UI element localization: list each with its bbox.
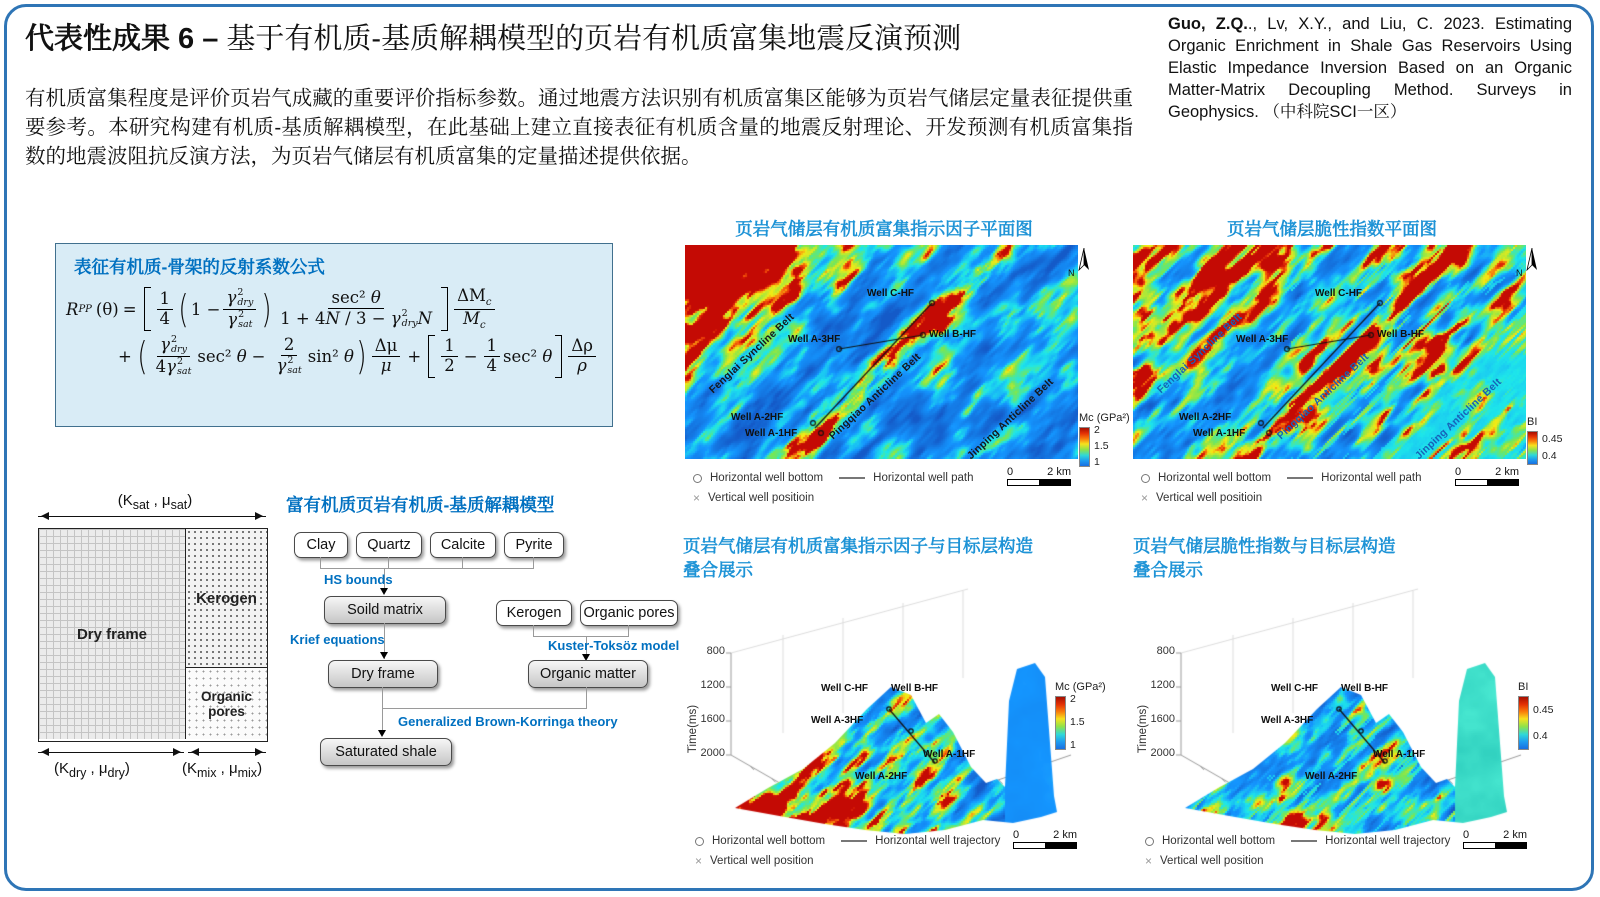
formula-panel [55,243,613,427]
t: , μ [216,760,238,777]
scale-zero: 0 [1455,466,1462,478]
node-solid-matrix: Soild matrix [324,596,446,624]
well-trajectory-marker-icon [841,840,867,842]
time-tick: 1600 [700,713,725,725]
t: , μ [86,760,108,777]
time-tick: 800 [706,645,725,657]
well-label: Well A-3HF [788,334,841,345]
time-axis-label: Time(ms) [1137,704,1150,754]
page-title-text: 基于有机质-基质解耦模型的页岩有机质富集地震反演预测 [218,23,962,55]
well-label: Well A-2HF [855,771,908,782]
paren-left: ( [137,334,148,379]
connector [388,557,389,568]
well-label: Well A-3HF [1236,334,1289,345]
time-tick: 2000 [700,747,725,759]
connector [628,625,629,636]
rock-model-box [38,528,268,742]
sub-c: c [479,319,486,331]
formula-line-2 [118,335,612,378]
var-R: R [66,299,79,319]
sub-PP: PP [78,303,92,315]
t: (K [182,760,197,777]
node-organic-matter: Organic matter [528,660,648,688]
legend-text: Horizontal well bottom [1158,472,1272,484]
belt-label: Pingqiao Anticline Belt [826,350,924,442]
sub: dry [170,344,187,356]
scale-dist: 2 km [1053,829,1077,841]
two: 2 [281,336,298,356]
legend-text: Horizontal well bottom [1162,835,1276,847]
sub: sat [287,365,302,377]
node-organic-pores: Organic pores [580,600,678,626]
time-tick: 800 [1156,645,1175,657]
colorbar-tick: 0.4 [1533,730,1548,742]
belt-label: Jinping Anticline Belt [1412,375,1505,462]
well-label: Well C-HF [1271,683,1319,694]
well-label: Well C-HF [821,683,869,694]
well-label: Well A-1HF [1373,749,1426,760]
node-saturated-shale: Saturated shale [320,738,452,766]
node-dry-frame: Dry frame [328,660,438,688]
kmix-label [182,760,262,780]
sup: 2 [237,286,244,298]
north-arrow-icon [1068,248,1091,279]
dry-frame-cell [39,529,186,739]
two: 2 [444,355,455,375]
dry-frame-label: Dry frame [76,625,148,643]
minus: − [463,346,478,366]
bracket-left [428,335,435,378]
well-path-marker-icon [839,477,865,479]
colorbar-tick: 1 [1070,739,1076,751]
colorbar-tick: 2 [1094,424,1100,436]
minus: − [251,346,266,366]
colorbar-tick: 0.45 [1542,433,1563,445]
well-path-marker-icon [1287,477,1313,479]
gamma: γ [226,287,237,307]
surf-mc-title-line2: 叠合展示 [683,560,753,580]
sec2: sec² [331,287,366,307]
t: ) [187,492,193,509]
organic-pores-cell [186,668,267,739]
surf-mc-colorbar [1055,681,1106,750]
vertical-well-marker-icon: × [693,491,701,505]
north-arrow-icon [1516,248,1539,279]
surf-bi-title-line2: 叠合展示 [1133,560,1203,580]
node-quartz: Quartz [356,532,422,558]
connector-bus [533,636,629,637]
map-bi-legend-row1 [1141,472,1422,484]
legend-text: Horizontal well trajectory [1325,835,1451,847]
decoupling-flowchart [286,492,678,792]
one: 1 [441,337,458,357]
sup: 2 [238,308,245,320]
figure-map-mc [685,216,1130,512]
decoupling-diagram [30,492,280,802]
one: 1 [484,337,501,357]
sub: sat [177,366,192,378]
well-label: Well A-2HF [731,412,784,423]
num: 1 [157,290,174,310]
connector [320,557,321,568]
colorbar-tick: 0.4 [1542,450,1557,462]
colorbar-tick: 1.5 [1070,716,1085,728]
gamma: γ [390,308,401,328]
N: N [417,308,433,328]
vertical-well-marker-icon: × [1145,854,1153,868]
of-theta: (θ) [95,299,119,319]
den-a: 1 + 4 [280,308,326,328]
well-trajectory-marker-icon [1291,840,1317,842]
map-mc-legend-row2 [693,491,814,505]
map-bi-scalebar [1455,466,1519,486]
t: dry [69,766,87,780]
sub-c: c [485,297,492,308]
belt-label: Pingqiao Anticline Belt [1274,350,1372,442]
legend-text: Vertical well positioin [708,492,815,504]
surf-bi-title-line1: 页岩气储层脆性指数与目标层构造 [1133,536,1396,556]
sub: dry [237,297,254,309]
sup: 2 [170,334,177,345]
paren-left: ( [178,286,189,331]
time-tick: 1200 [1150,679,1175,691]
node-kerogen: Kerogen [496,600,572,626]
theta: θ [542,346,553,366]
colorbar-label: Mc (GPa²) [1079,412,1130,424]
map-mc-colorbar [1079,412,1130,467]
well-bottom-marker-icon [1141,474,1150,483]
Mc: M [463,308,480,328]
kdry-arrow [38,752,184,753]
citation-block [1168,14,1572,124]
flowchart-title: 富有机质页岩有机质-基质解耦模型 [286,495,555,515]
kdry-label [54,760,130,780]
page-title [25,16,961,57]
legend-text: Horizontal well bottom [712,835,826,847]
sec2: sec² [197,346,232,366]
theta: θ [236,346,247,366]
scale-zero: 0 [1013,829,1020,841]
paren-right: ) [356,334,367,379]
mu: μ [380,355,392,375]
surf-bi-legend-row1 [1145,835,1450,847]
abstract-paragraph: 有机质富集程度是评价页岩气成藏的重要评价指标参数。通过地震方法识别有机质富集区能够为页岩气储层定量表征提供重要参考。本研究构建有机质-基质解耦模型，在此基础上建立直接表征有机质含量的地震反射理论、开发预测有机质富集指数的地震波阻抗反演方法，为页岩气储层有机质富集的定量描述提供依据。 [25,87,1133,169]
bracket-right [555,335,562,378]
sup: 2 [287,354,294,366]
surf-mc-legend-row1 [695,835,1000,847]
plus: + [118,346,132,366]
kuster-label: Kuster-Toksöz model [548,638,680,653]
map-mc-legend-row1 [693,472,974,484]
surf-bi-legend-row2 [1145,854,1264,868]
surf-bi-colorbar [1518,681,1554,750]
rho: ρ [577,355,587,375]
gamma: γ [166,356,177,376]
drho: Δρ [568,337,596,357]
organic-pores-label: Organic pores [200,688,252,719]
map-bi-colorbar [1527,416,1563,465]
theta: θ [370,287,381,307]
equals: = [122,299,137,319]
t: mix [237,766,258,780]
ksat-label [30,492,280,512]
gamma: γ [227,309,238,329]
colorbar-label: BI [1518,681,1529,693]
north-letter: N [1068,268,1075,278]
vertical-well-marker-icon: × [695,854,703,868]
bracket-right [441,287,448,331]
citation-note: （中科院SCI一区） [1263,102,1407,121]
well-bottom-marker-icon [1145,837,1154,846]
well-label: Well B-HF [929,329,977,340]
legend-text: Vertical well position [710,855,814,867]
krief-label: Krief equations [290,632,385,647]
connector [533,625,534,636]
vertical-well-marker-icon: × [1141,491,1149,505]
well-label: Well B-HF [1377,329,1425,340]
citation-text: ., Lv, X.Y., and Liu, C. 2023. Estimating Organic Enrichment in Shale Gas Reservoirs Using Elastic Impedance Inversion Based on an Organic Matter-Matrix Decoupling Method. Surveys in Geophysics. [1168,15,1572,121]
one-minus: 1 − [190,299,221,319]
gamma: γ [160,334,170,354]
belt-label: Fenglai Syncline Belt [706,310,797,396]
legend-text: Horizontal well path [1321,472,1422,484]
belt-label: Fenglai Syncline Belt [1154,310,1245,396]
figure-surface-bi [1133,533,1563,878]
colorbar-tick: 1.5 [1094,440,1109,452]
well-label: Well C-HF [1315,288,1363,299]
time-tick: 1600 [1150,713,1175,725]
colorbar-tick: 1 [1094,456,1100,468]
well-bottom-marker-icon [695,837,704,846]
colorbar-gradient [1527,431,1538,465]
well-bottom-marker-icon [693,474,702,483]
colorbar-tick: 2 [1070,693,1076,705]
kerogen-label: Kerogen [196,589,257,607]
well-label: Well B-HF [891,683,939,694]
sub: dry [401,317,418,329]
t: mix [197,766,217,780]
legend-text: Vertical well positioin [1156,492,1263,504]
gamma: γ [276,355,287,375]
t: ) [257,760,263,777]
bracket-left [144,287,151,331]
formula-math [56,287,612,378]
map-bi-title: 页岩气储层脆性指数平面图 [1227,219,1437,239]
scale-zero: 0 [1007,466,1014,478]
N: N [325,308,340,328]
connector-bus [320,568,534,569]
t: sat [132,498,150,512]
scale-dist: 2 km [1047,466,1071,478]
t: dry [107,766,125,780]
kerogen-cell [186,529,267,668]
map-bi-legend-row2 [1141,491,1262,505]
colorbar-label: Mc (GPa²) [1055,681,1106,693]
t: sat [170,498,188,512]
time-axis-label: Time(ms) [687,704,700,754]
north-letter: N [1516,268,1523,278]
formula-line-1 [66,287,612,331]
kmix-arrow [188,752,266,753]
time-tick: 1200 [700,679,725,691]
well-label: Well A-2HF [1305,771,1358,782]
t: , μ [149,492,171,509]
connector [586,687,587,709]
plus: + [407,346,422,366]
well-label: Well A-1HF [1193,428,1246,439]
legend-text: Vertical well position [1160,855,1264,867]
surf-bi-scalebar [1463,829,1527,849]
sin2: sin² [307,346,339,366]
connector [462,557,463,568]
surf-mc-title-line1: 页岩气储层有机质富集指示因子与目标层构造 [683,536,1033,556]
node-calcite: Calcite [430,532,496,558]
connector [382,708,587,709]
well-label: Well A-1HF [923,749,976,760]
well-label: Well A-2HF [1179,412,1232,423]
legend-text: Horizontal well trajectory [875,835,1001,847]
dMc: ΔM [457,286,486,305]
four: 4 [155,356,167,376]
den: 4 [159,308,171,328]
well-label: Well A-3HF [811,715,864,726]
den-b: / 3 − [339,308,391,328]
well-label: Well B-HF [1341,683,1389,694]
paren-right: ) [261,286,272,331]
four: 4 [486,355,498,375]
sup: 2 [177,355,184,367]
map-mc-scalebar [1007,466,1071,486]
hs-bounds-label: HS bounds [324,572,393,587]
scale-dist: 2 km [1503,829,1527,841]
node-pyrite: Pyrite [504,532,564,558]
scale-zero: 0 [1463,829,1470,841]
t: ) [124,760,130,777]
colorbar-gradient [1055,696,1066,750]
sec2: sec² [503,346,538,366]
citation-authors: Guo, Z.Q. [1168,15,1248,33]
legend-text: Horizontal well path [873,472,974,484]
page-title-number: 代表性成果 6 – [25,23,219,55]
figure-surface-mc [683,533,1113,878]
colorbar-tick: 0.45 [1533,704,1554,716]
formula-header: 表征有机质-骨架的反射系数公式 [74,257,325,277]
scale-dist: 2 km [1495,466,1519,478]
figure-map-bi [1133,216,1563,512]
connector [533,557,534,568]
well-label: Well A-1HF [745,428,798,439]
t: (K [54,760,69,777]
time-tick: 2000 [1150,747,1175,759]
t: (K [117,492,133,509]
connector [382,687,383,732]
colorbar-label: BI [1527,416,1538,428]
belt-label: Jinping Anticline Belt [964,375,1057,462]
well-label: Well A-3HF [1261,715,1314,726]
node-clay: Clay [294,532,348,558]
colorbar-gradient [1079,427,1090,467]
colorbar-gradient [1518,696,1529,750]
gbk-label: Generalized Brown-Korringa theory [398,714,618,729]
sub: sat [238,318,253,330]
surf-mc-legend-row2 [695,854,814,868]
dmu: Δμ [372,337,401,357]
legend-text: Horizontal well bottom [710,472,824,484]
well-label: Well C-HF [867,288,915,299]
map-mc-title: 页岩气储层有机质富集指示因子平面图 [735,219,1033,239]
sup: 2 [401,307,408,319]
surf-mc-scalebar [1013,829,1077,849]
ksat-arrow [38,516,266,517]
theta: θ [343,346,354,366]
